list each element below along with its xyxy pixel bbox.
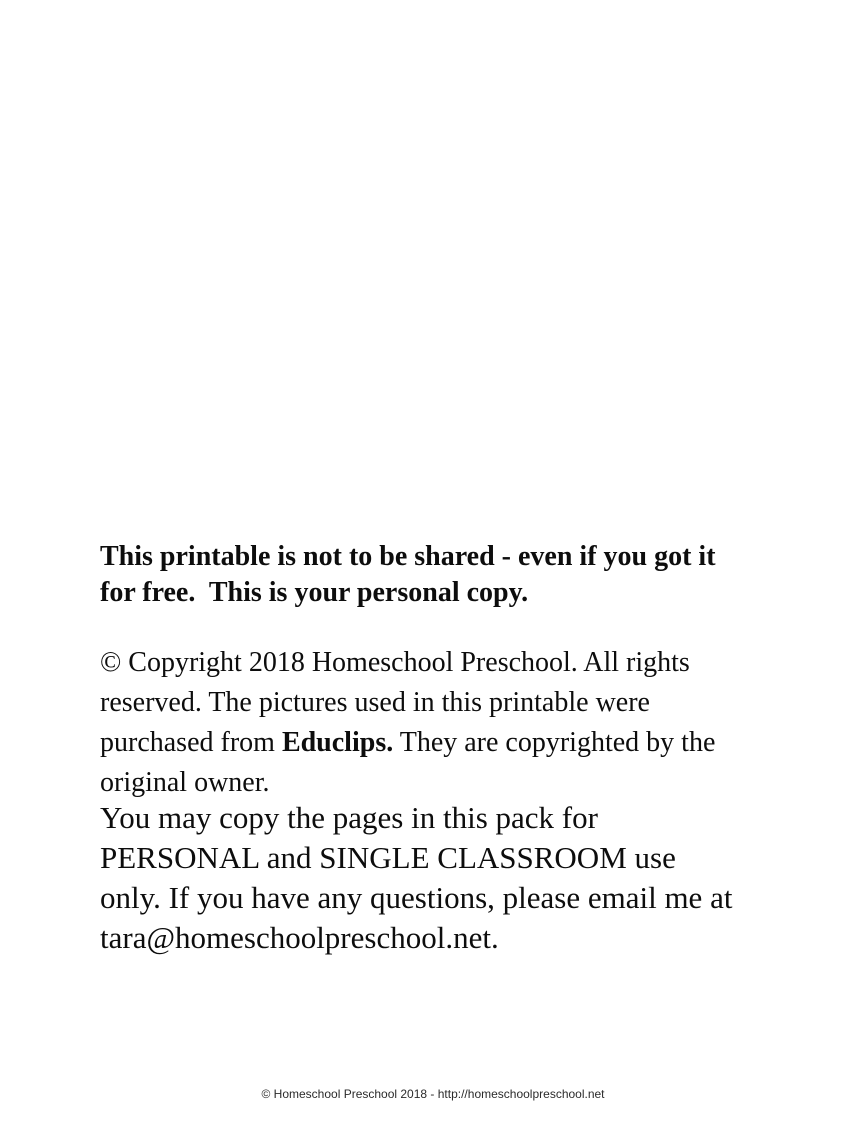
educlips-bold-text: Educlips. [281, 727, 394, 758]
copyright-paragraph [100, 643, 740, 803]
copyright-text-after-bold: They are copyrighted by the original owner. [100, 727, 716, 798]
page-footer [0, 1086, 866, 1102]
footer-copyright-url-text: © Homeschool Preschool 2018 - http://homeschoolpreschool.net [261, 1087, 605, 1101]
document-body [100, 539, 740, 958]
copyright-text-before-bold: © Copyright 2018 Homeschool Preschool. All rights reserved. The pictures used in this printable were purchased from [100, 647, 690, 758]
usage-terms-paragraph: You may copy the pages in this pack for PERSONAL and SINGLE CLASSROOM use only. If you have any questions, please email me at tara@homeschoolpreschool.net. [100, 800, 733, 955]
not-to-be-shared-heading: This printable is not to be shared - even if you got it for free. This is your personal copy. [100, 541, 716, 608]
